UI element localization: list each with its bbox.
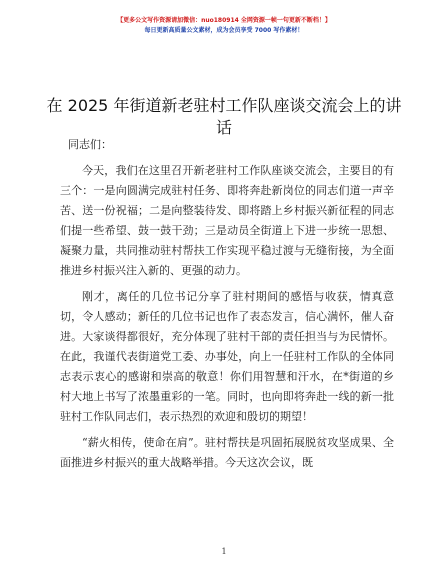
page-number: 1 xyxy=(221,547,227,556)
document-body xyxy=(60,135,394,479)
salutation: 同志们： xyxy=(68,138,112,151)
promo-banner-line-2: 每日更新高质量公文素材，成为会员享受 7000 写作素材！ xyxy=(144,27,304,34)
promo-banner-line-1: 【更多公文写作资源请加微信：nuo180914 全网资源一帧一句更新不断档！】 xyxy=(117,17,331,24)
paragraph-3: “薪火相传，使命在肩”。驻村帮扶是巩固拓展脱贫攻坚成果、全面推进乡村振兴的重大战略举措。今天这次会议，既 xyxy=(60,436,394,469)
paragraph-2: 刚才，离任的几位书记分享了驻村期间的感悟与收获，情真意切，令人感动；新任的几位书记也作了表态发言，信心满怀，催人奋进。大家谈得都很好，充分体现了驻村干部的责任担当与为民情怀。在此，我谨代表街道党工委、办事处，向上一任驻村工作队的全体同志表示衷心的感谢和崇高的敬意！你们用智慧和汗水，在*街道的乡村大地上书写了浓墨重彩的一笔。同时，也向即将奔赴一线的新一批驻村工作队同志们，表示热烈的欢迎和殷切的期望！ xyxy=(60,290,394,423)
paragraph-1: 今天，我们在这里召开新老驻村工作队座谈交流会，主要目的有三个：一是向圆满完成驻村任务、即将奔赴新岗位的同志们道一声辛苦、送一份祝福；二是向整装待发、即将踏上乡村振兴新征程的同志们提一些希望、鼓一鼓干劲；三是动员全街道上下进一步统一思想、凝聚力量，共同推动驻村帮扶工作实现平稳过渡与无缝衔接，为全面推进乡村振兴注入新的、更强的动力。 xyxy=(60,164,394,277)
document-title: 在 2025 年街道新老驻村工作队座谈交流会上的讲话 xyxy=(46,96,402,137)
